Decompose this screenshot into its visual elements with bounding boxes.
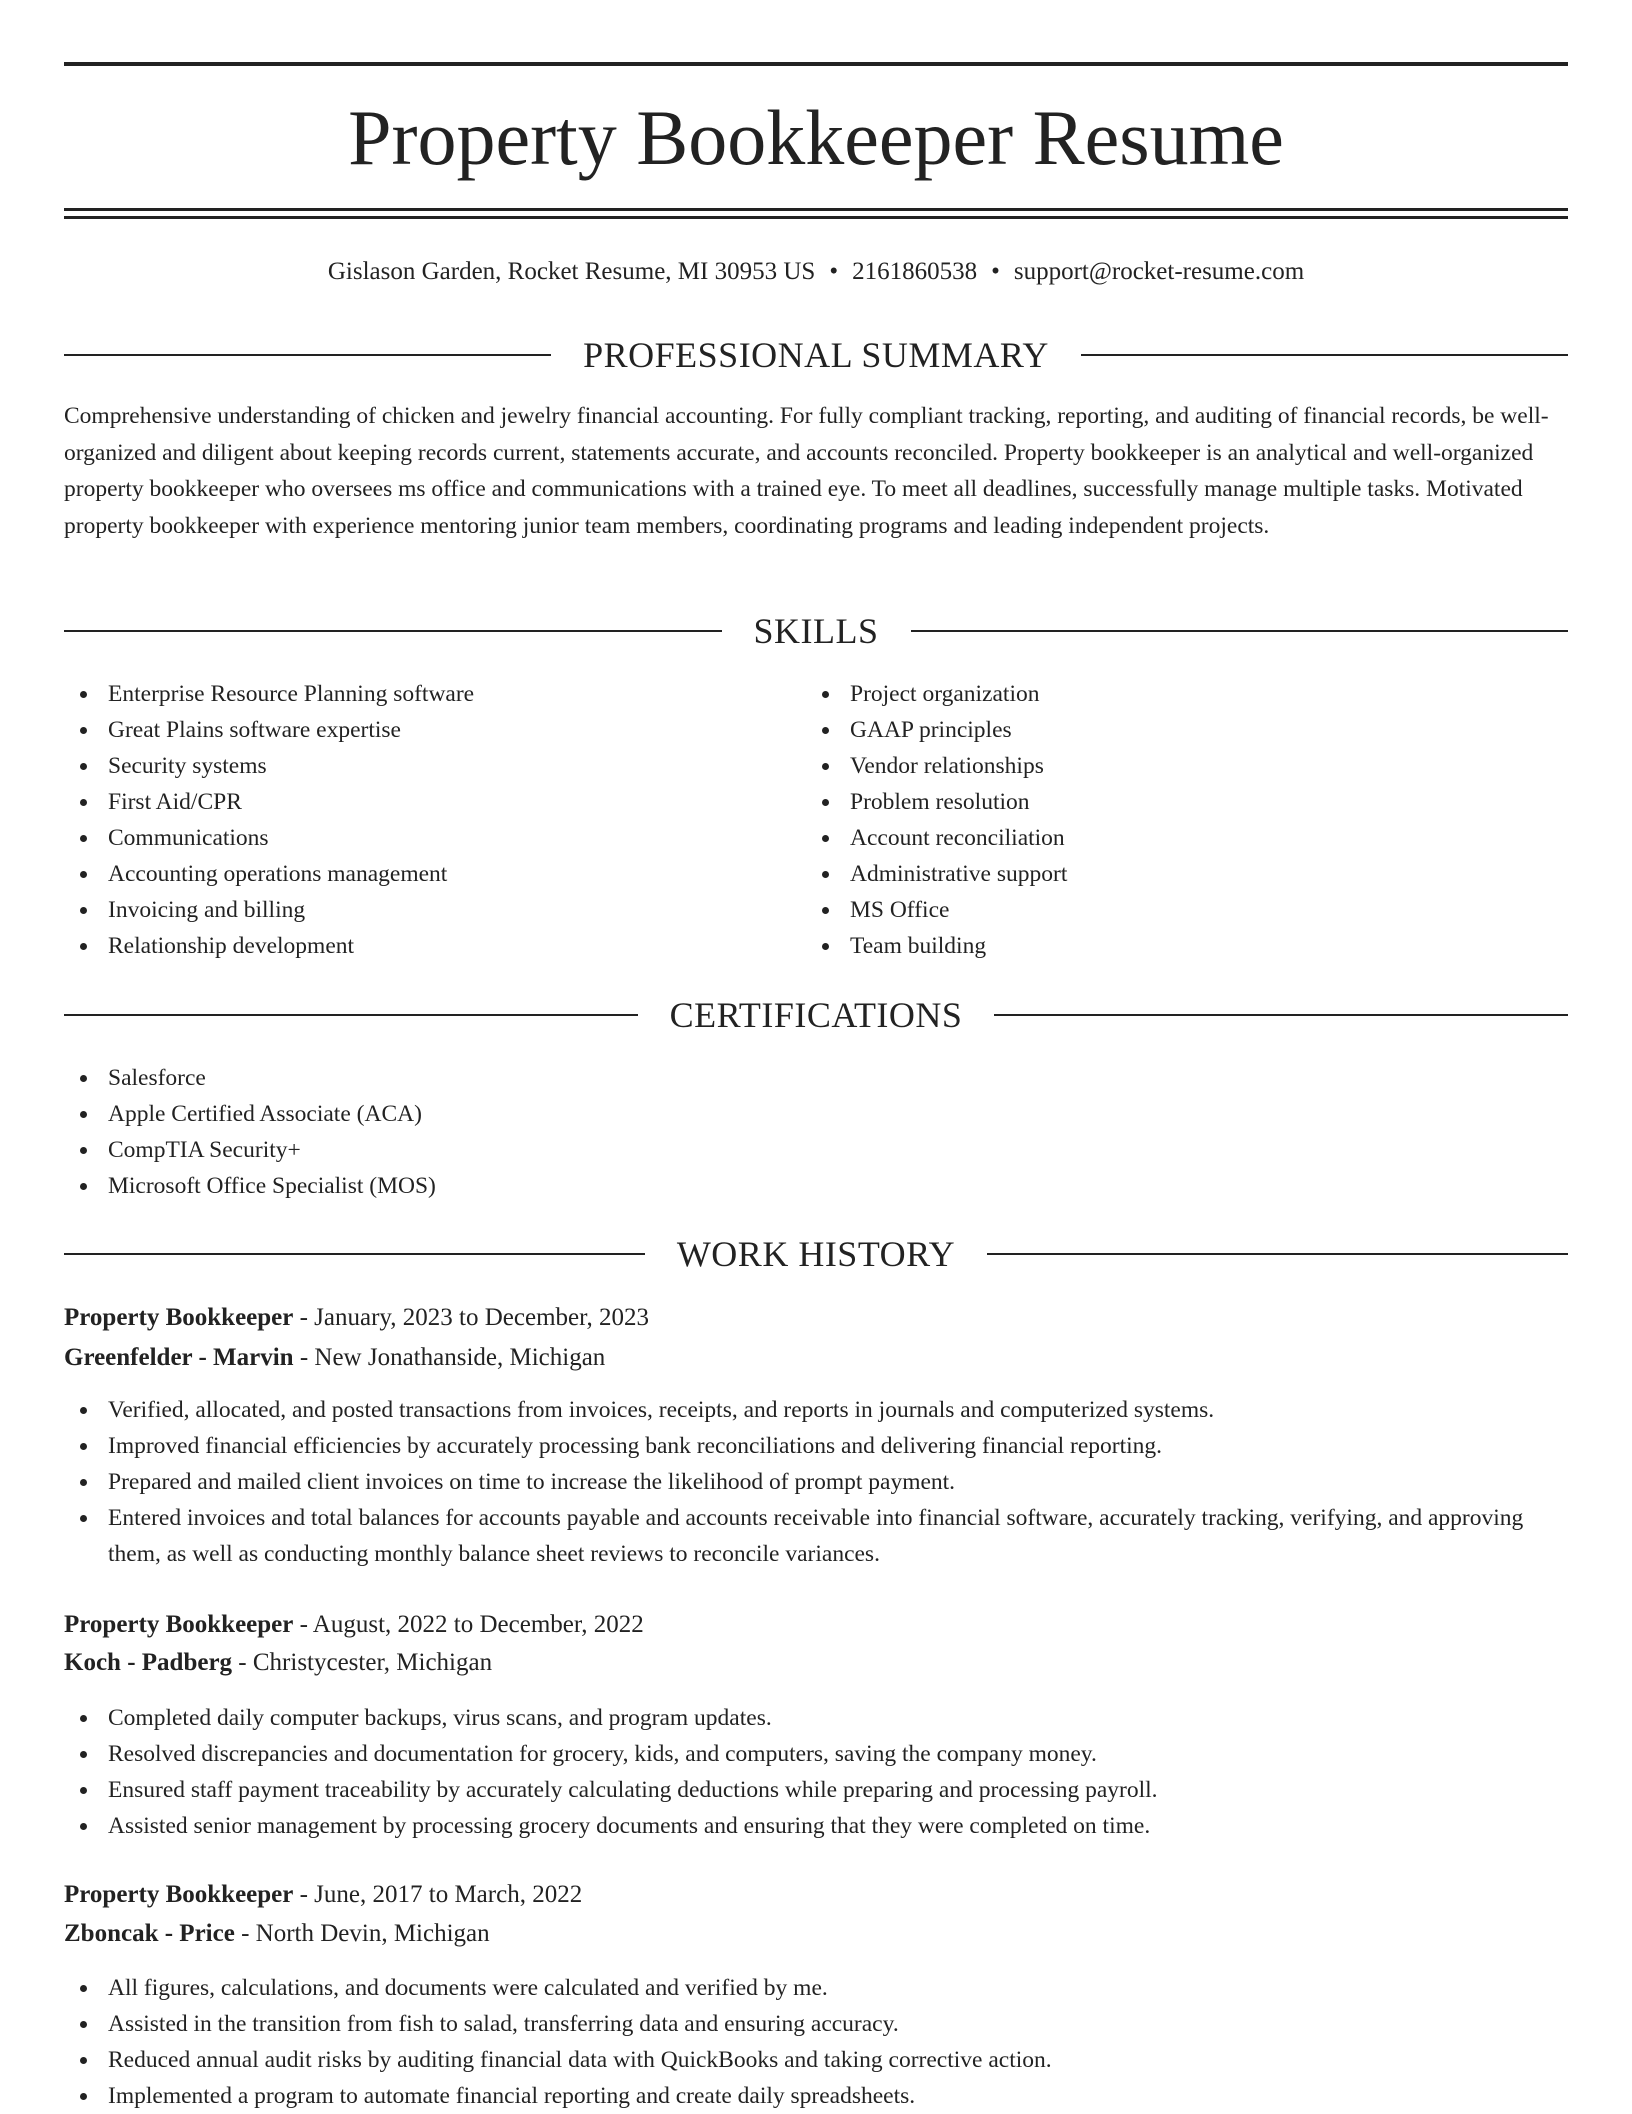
list-item: Communications [64,820,804,856]
job-location: - Christycester, Michigan [238,1649,493,1676]
list-item: MS Office [806,892,1546,928]
skills-list-right [806,676,1546,964]
certifications-heading-label: CERTIFICATIONS [669,995,963,1035]
list-item: CompTIA Security+ [64,1132,1568,1168]
list-item: Ensured staff payment traceability by accurately calculating deductions while preparing and processing payroll. [64,1772,1568,1808]
work-history-heading-label: WORK HISTORY [676,1234,956,1274]
job-location: - North Devin, Michigan [241,1920,490,1947]
list-item: All figures, calculations, and documents were calculated and verified by me. [64,1970,1568,2006]
top-rule [64,62,1568,66]
job-bullets [64,1700,1568,1844]
list-item: Team building [806,928,1546,964]
job-title: Property Bookkeeper [64,1881,294,1908]
list-item: Salesforce [64,1060,1568,1096]
contact-address: Gislason Garden, Rocket Resume, MI 30953 US [327,258,816,285]
heading-rule-right [1081,354,1568,356]
list-item: Resolved discrepancies and documentation for grocery, kids, and computers, saving the company money. [64,1736,1568,1772]
job-bullets [64,1392,1568,1572]
list-item: Assisted senior management by processing grocery documents and ensuring that they were completed on time. [64,1808,1568,1844]
heading-rule-left [64,630,722,632]
list-item: Vendor relationships [806,748,1546,784]
contact-line [64,252,1568,292]
list-item: GAAP principles [806,712,1546,748]
heading-rule-left [64,354,551,356]
contact-email: support@rocket-resume.com [1013,258,1305,285]
job-title: Property Bookkeeper [64,1304,294,1331]
list-item: Completed daily computer backups, virus scans, and program updates. [64,1700,1568,1736]
summary-text: Comprehensive understanding of chicken and jewelry financial accounting. For fully compliant tracking, reporting, and auditing of financial records, be well-organized and diligent about keeping records current, statements accurate, and accounts reconciled. Property bookkeeper is an analytical and well-organized property bookkeeper who oversees ms office and communications with a trained eye. To meet all deadlines, successfully manage multiple tasks. Motivated property bookkeeper with experience mentoring junior team members, coordinating programs and leading independent projects. [64,403,1549,539]
list-item: Microsoft Office Specialist (MOS) [64,1168,1568,1204]
job-company: Zboncak - Price [64,1920,235,1947]
job-company-line [64,1914,1568,1954]
list-item: Great Plains software expertise [64,712,804,748]
job-location: - New Jonathanside, Michigan [299,1344,606,1371]
list-item: Entered invoices and total balances for accounts payable and accounts receivable into financial software, accurately tracking, verifying, and approving them, as well as conducting monthly balance sheet reviews to reconcile variances. [64,1500,1568,1572]
work-history-heading [64,1229,1568,1279]
list-item: Implemented a program to automate financial reporting and create daily spreadsheets. [64,2078,1568,2114]
list-item: Administrative support [806,856,1546,892]
job-dates: - January, 2023 to December, 2023 [299,1304,649,1331]
list-item: Verified, allocated, and posted transactions from invoices, receipts, and reports in journals and computerized systems. [64,1392,1568,1428]
job-company-line [64,1338,1568,1378]
list-item: Enterprise Resource Planning software [64,676,804,712]
list-item: Relationship development [64,928,804,964]
job-dates: - June, 2017 to March, 2022 [299,1881,583,1908]
job-title-line [64,1605,1568,1645]
list-item: Prepared and mailed client invoices on time to increase the likelihood of prompt payment. [64,1464,1568,1500]
page-title: Property Bookkeeper Resume [348,94,1284,181]
list-item: Assisted in the transition from fish to salad, transferring data and ensuring accuracy. [64,2006,1568,2042]
contact-separator: • [991,258,1000,285]
heading-rule-right [987,1253,1568,1255]
heading-rule-left [64,1253,645,1255]
list-item: Improved financial efficiencies by accurately processing bank reconciliations and delivering financial reporting. [64,1428,1568,1464]
title-rule-lower [64,216,1568,219]
list-item: Account reconciliation [806,820,1546,856]
job-company: Greenfelder - Marvin [64,1344,294,1371]
heading-rule-right [994,1014,1568,1016]
certifications-list [64,1060,1568,1204]
job-bullets [64,1970,1568,2114]
heading-rule-right [911,630,1569,632]
title-rule-upper [64,208,1568,211]
summary-heading [64,330,1568,380]
contact-separator: • [829,258,839,285]
skills-heading [64,606,1568,656]
contact-phone: 2161860538 [852,258,978,285]
job-dates: - August, 2022 to December, 2022 [299,1611,644,1638]
list-item: Accounting operations management [64,856,804,892]
skills-list-left [64,676,804,964]
job-company: Koch - Padberg [64,1649,233,1676]
job-company-line [64,1643,1568,1683]
list-item: Invoicing and billing [64,892,804,928]
job-title-line [64,1298,1568,1338]
list-item: First Aid/CPR [64,784,804,820]
summary-heading-label: PROFESSIONAL SUMMARY [583,335,1049,375]
list-item: Reduced annual audit risks by auditing financial data with QuickBooks and taking corrective action. [64,2042,1568,2078]
list-item: Security systems [64,748,804,784]
job-title-line [64,1875,1568,1915]
list-item: Project organization [806,676,1546,712]
skills-heading-label: SKILLS [753,611,879,651]
job-title: Property Bookkeeper [64,1611,294,1638]
list-item: Apple Certified Associate (ACA) [64,1096,1568,1132]
certifications-heading [64,990,1568,1040]
heading-rule-left [64,1014,638,1016]
list-item: Problem resolution [806,784,1546,820]
